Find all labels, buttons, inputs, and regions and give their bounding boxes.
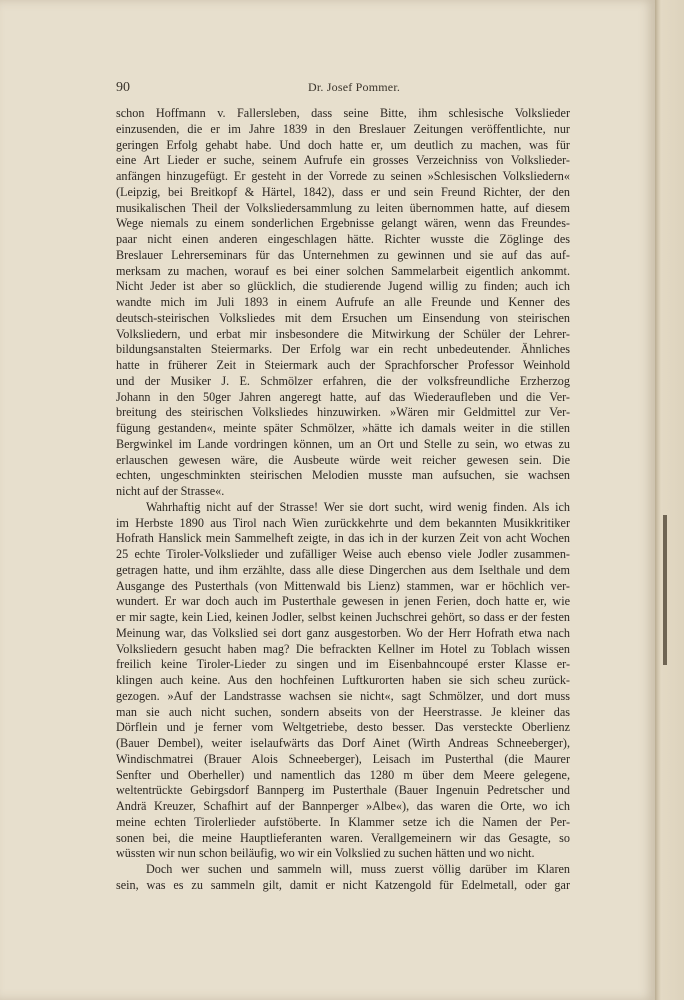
text-line: anfängen hinzugefügt. Er gesteht in der Vorrede zu seinen »Schlesischen Volksliedern« bbox=[116, 169, 570, 183]
text-line: und der Musiker J. E. Schmölzer erfahren, die der volksfreundliche Erzherzog bbox=[116, 373, 570, 388]
text-line: schon Hoffmann v. Fallersleben, dass seine Bitte, ihm schlesische Volkslieder bbox=[116, 106, 570, 120]
text-line: Wahrhaftig nicht auf der Strasse! Wer sie dort sucht, wird wenig finden. Als ich bbox=[146, 499, 570, 514]
text-line: echten, ungeschminkten steirischen Melodien musste man aufsuchen, sie wachsen bbox=[116, 468, 570, 483]
text-line: Wege niemals zu einem sonderlichen Ergebnisse gelangt wären, wenn das Freundes- bbox=[116, 216, 570, 231]
text-line: meine echten Tirolerlieder aufstöberte. In Klammer setze ich die Namen der Per- bbox=[116, 814, 570, 829]
paragraph bbox=[116, 106, 570, 500]
text-line: nicht auf der Strasse«. bbox=[116, 484, 225, 498]
text-line: Doch wer suchen und sammeln will, muss zuerst völlig darüber im Klaren bbox=[146, 862, 570, 876]
page-header bbox=[116, 80, 570, 100]
text-line: Breslauer Lehrerseminars für das Unternehmen zu gewinnen und sie auf das auf- bbox=[116, 247, 570, 262]
next-page-edge bbox=[655, 0, 684, 1000]
text-line: getragen hatte, und ihm erzählte, dass alle diese Dingerchen aus dem Iselthale und dem bbox=[116, 562, 570, 577]
text-line: merksam zu machen, worauf es bei einer solchen Sammelarbeit eigentlich ankommt. bbox=[116, 263, 570, 278]
body-text bbox=[116, 106, 570, 894]
paragraph bbox=[116, 862, 570, 894]
text-line: gezogen. »Auf der Landstrasse wachsen sie nicht«, sagt Schmölzer, und dort muss bbox=[116, 688, 570, 703]
text-line: weltentrückte Gebirgsdorf Bannperg im Pusterthale (Bauer Ingenuin Pedretscher und bbox=[116, 783, 570, 798]
text-line: Andrä Kreuzer, Schafhirt auf der Bannperger »Albe«), das waren die Orte, wo ich bbox=[116, 799, 570, 813]
text-line: einzusenden, die er im Jahre 1839 in den Breslauer Zeitungen veröffentlichte, nur bbox=[116, 121, 570, 136]
running-head: Dr. Josef Pommer. bbox=[308, 80, 401, 94]
text-line: sonen bei, die meine Hauptlieferanten waren. Verallgemeinern wir das Gesagte, so bbox=[116, 830, 570, 845]
text-line: Hofrath Hanslick mein Sammelheft zeigte, in das ich in der kurzen Zeit von acht Wochen bbox=[116, 531, 570, 546]
text-line: breitung des steirischen Volksliedes hinzuwirken. »Wären mir Geldmittel zur Ver- bbox=[116, 405, 570, 420]
text-line: musikalischen Theil der Volksliedersammlung zu leiten übernommen hatte, auf diesem bbox=[116, 200, 570, 215]
text-line: (Bauer Dembel), weiter iselaufwärts das Dorf Ainet (Wirth Andreas Schneeberger), bbox=[116, 736, 570, 750]
text-line: wandte mich im Juli 1893 in einem Aufrufe an alle Freunde und Kenner des bbox=[116, 295, 570, 309]
text-line: Johann in den 50ger Jahren angeregt hatte, auf das Wiederaufleben und die Ver- bbox=[116, 389, 570, 404]
text-line: Nicht Jeder ist aber so glücklich, die studierende Jugend willig zu finden; auch ich bbox=[116, 279, 570, 294]
text-line: erlauschen gewesen wäre, die Ausbeute würde weit reicher gewesen sein. Die bbox=[116, 452, 570, 467]
text-line: Meinung war, das Volkslied sei dort ganz ausgestorben. Wo der Herr Hofrath etwa nach bbox=[116, 625, 570, 640]
text-line: deutsch-steirischen Volksliedes mit dem Ersuchen um Einsendung von steirischen bbox=[116, 310, 570, 325]
text-line: (Leipzig, bei Breitkopf & Härtel, 1842), dass er und sein Freund Richter, der den bbox=[116, 184, 570, 199]
text-line: freilich keine Tiroler-Lieder zu singen und im Eisenbahncoupé erster Klasse er- bbox=[116, 657, 570, 672]
text-line: fügung gestanden«, meinte später Schmölzer, »hätte ich damals weiter in die stillen bbox=[116, 421, 570, 435]
text-line: Volksliedern, und erbat mir insbesondere die Mitwirkung der Schüler der Lehrer- bbox=[116, 326, 570, 341]
text-line: Ausgange des Pusterthals (von Mittenwald bis Lienz) stammen, war er höchlich ver- bbox=[116, 578, 570, 593]
text-line: im Herbste 1890 aus Tirol nach Wien zurückkehrte und dem bekannten Musikkritiker bbox=[116, 515, 570, 530]
text-line: wundert. Er war doch auch im Pusterthale gewesen in jenen Ferien, doch hatte er, wie bbox=[116, 594, 570, 609]
text-line: er mir sagte, kein Lied, keinen Jodler, selbst keinen Juchschrei gehört, so dass er der festen bbox=[116, 610, 570, 624]
text-line: wüssten wir nun schon beiläufig, wo wir ein Volkslied zu suchen hätten und wo nicht. bbox=[116, 846, 535, 861]
text-line: Bergwinkel im Lande vordringen können, um an Ort und Stelle zu sein, wo etwas zu bbox=[116, 436, 570, 451]
text-line: geringen Erfolg gehabt habe. Und doch hatte er, um deutlich zu machen, was für bbox=[116, 137, 570, 152]
text-line: Senfter und Oberheller) und namentlich das 1280 m über dem Meere gelegene, bbox=[116, 767, 570, 782]
text-line: klingen auch keine. Aus den hochfeinen Luftkurorten haben sie sich scheu zurück- bbox=[116, 673, 570, 687]
text-line: Windischmatrei (Brauer Alois Schneeberger), Leisach im Pusterthal (die Maurer bbox=[116, 751, 570, 766]
text-line: man sie auch nicht suchen, sondern abseits von der Heerstrasse. Je kleiner das bbox=[116, 704, 570, 719]
text-line: paar nicht einen anderen eingeschlagen hätte. Richter wusste die Zöglinge des bbox=[116, 232, 570, 246]
text-line: hatte in früherer Zeit in Steiermark auch der Sprachforscher Professor Weinhold bbox=[116, 358, 570, 372]
text-line: Volksliedern gesucht haben mag? Die befrackten Kellner im Hotel zu Toblach wissen bbox=[116, 641, 570, 656]
page-number: 90 bbox=[116, 80, 130, 95]
text-line: Dörflein und je ferner vom Weltgetriebe, desto besser. Das versteckte Oberlienz bbox=[116, 720, 570, 735]
page-edge-marker bbox=[663, 515, 667, 665]
text-line: eine Art Lieder er suche, seinem Aufrufe ein grosses Verzeichniss von Volkslieder- bbox=[116, 153, 570, 168]
paragraph bbox=[116, 500, 570, 862]
text-line: sein, was es zu sammeln gilt, damit er nicht Katzengold für Edelmetall, oder gar bbox=[116, 877, 570, 892]
text-line: 25 echte Tiroler-Volkslieder und zufälliger Weise auch ebenso viele Jodler zusammen- bbox=[116, 547, 570, 561]
text-line: bildungsanstalten Steiermarks. Der Erfolg war ein recht unbedeutender. Ähnliches bbox=[116, 342, 570, 357]
